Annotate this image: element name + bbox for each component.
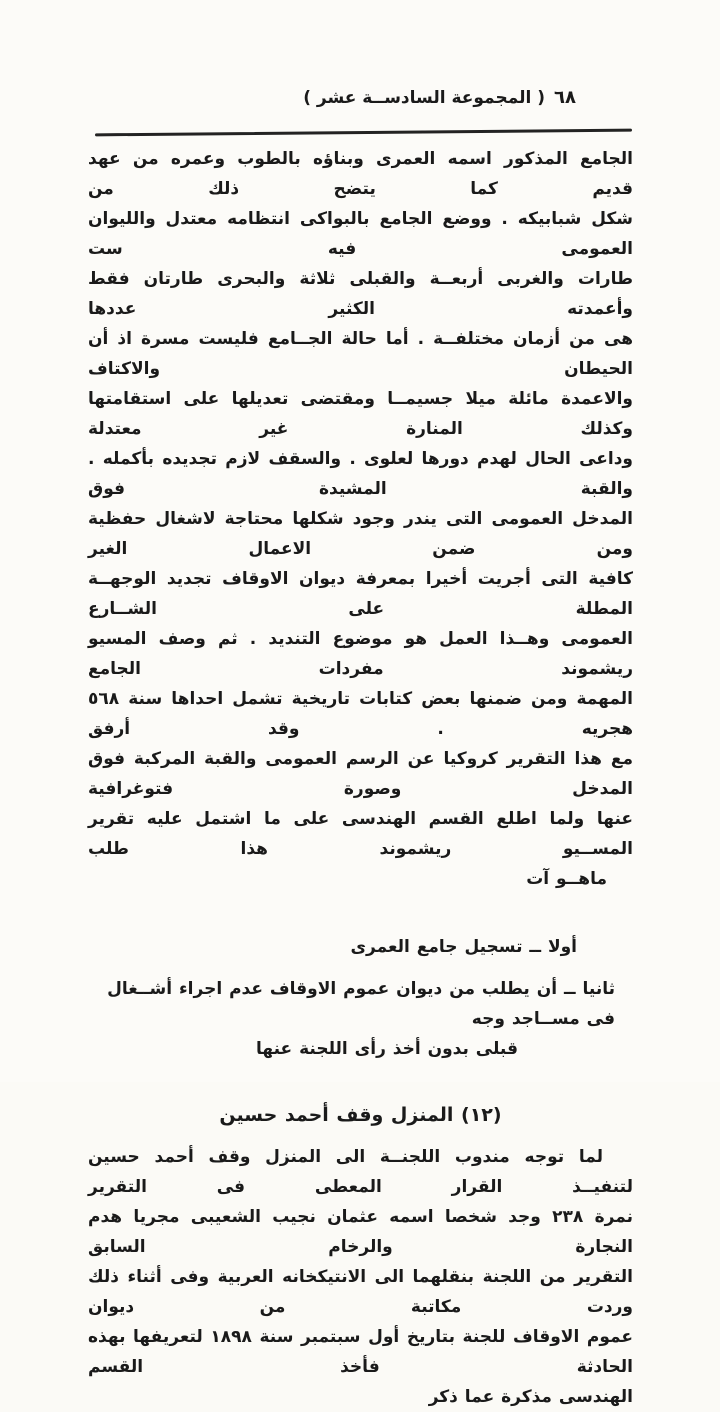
header-journal-title: ( المجموعة السادســة عشر ) — [303, 88, 545, 108]
page-number: ٦٨ — [554, 87, 576, 108]
text-line: المدخل العمومى التى يندر وجود شكلها محتاجة لاشغال حفظية ومن ضمن الاعمال الغير — [88, 509, 633, 559]
text-line: كافية التى أجريت أخيرا بمعرفة ديوان الاوقاف تجديد الوجهــة المطلة على الشــارع — [88, 569, 633, 619]
list-item-second-line2: قبلى بدون أخذ رأى اللجنة عنها — [256, 1039, 518, 1059]
page-header — [0, 0, 720, 114]
text-line: الجامع المذكور اسمه العمرى وبناؤه بالطوب وعمره من عهد قديم كما يتضح ذلك من — [88, 149, 633, 199]
text-line: مع هذا التقرير كروكيا عن الرسم العمومى والقبة المركبة فوق المدخل وصورة فتوغرافية — [88, 749, 633, 799]
text-line: التقرير من اللجنة بنقلهما الى الانتيكخانه العربية وفى أثناء ذلك وردت مكاتبة من ديوان — [88, 1267, 633, 1317]
paragraph-1 — [88, 144, 633, 894]
text-line: عموم الاوقاف للجنة بتاريخ أول سبتمبر سنة ١٨٩٨ لتعريفها بهذه الحادثة فأخذ القسم — [88, 1327, 633, 1377]
text-line: لما توجه مندوب اللجنــة الى المنزل وقف أحمد حسين لتنفيــذ القرار المعطى فى التقرير — [88, 1147, 633, 1197]
text-line: طارات والغربى أربعــة والقبلى ثلاثة والبحرى طارتان فقط وأعمدته الكثير عددها — [88, 269, 633, 319]
section-heading: (١٢) المنزل وقف أحمد حسين — [219, 1104, 502, 1126]
header-divider-rule — [95, 129, 632, 137]
text-line: عنها ولما اطلع القسم الهندسى على ما اشتمل عليه تقرير المســيو ريشموند هذا طلب — [88, 809, 633, 859]
text-line: العمومى وهــذا العمل هو موضوع التنديد . ثم وصف المسيو ريشموند مفردات الجامع — [88, 629, 633, 679]
main-text-block — [88, 144, 633, 1412]
text-line: الهندسى مذكرة عما ذكر — [428, 1387, 633, 1407]
text-line: وداعى الحال لهدم دورها لعلوى . والسقف لازم تجديده بأكمله . والقبة المشيدة فوق — [88, 449, 633, 499]
text-line: هى من أزمان مختلفــة . أما حالة الجــامع فليست مسرة اذ أن الحيطان والاكتاف — [88, 329, 633, 379]
text-line: ماهــو آت — [526, 869, 607, 889]
text-line: والاعمدة مائلة ميلا جسيمــا ومقتضى تعديلها على استقامتها وكذلك المنارة غير معتدلة — [88, 389, 633, 439]
text-line: نمرة ٢٣٨ وجد شخصا اسمه عثمان نجيب الشعيبى مجريا هدم النجارة والرخام السابق — [88, 1207, 634, 1257]
paragraph-2 — [88, 1142, 633, 1412]
list-item-first: أولا ــ تسجيل جامع العمرى — [350, 937, 577, 957]
text-line: شكل شبابيكه . ووضع الجامع بالبواكى انتظامه معتدل والليوان العمومى فيه ست — [88, 209, 633, 259]
text-line: المهمة ومن ضمنها بعض كتابات تاريخية تشمل احداها سنة ٥٦٨ هجريه . وقد أرفق — [88, 689, 633, 739]
list-item-second-line1: ثانيا ــ أن يطلب من ديوان عموم الاوقاف عدم اجراء أشــغال فى مســاجد وجه — [107, 979, 615, 1029]
